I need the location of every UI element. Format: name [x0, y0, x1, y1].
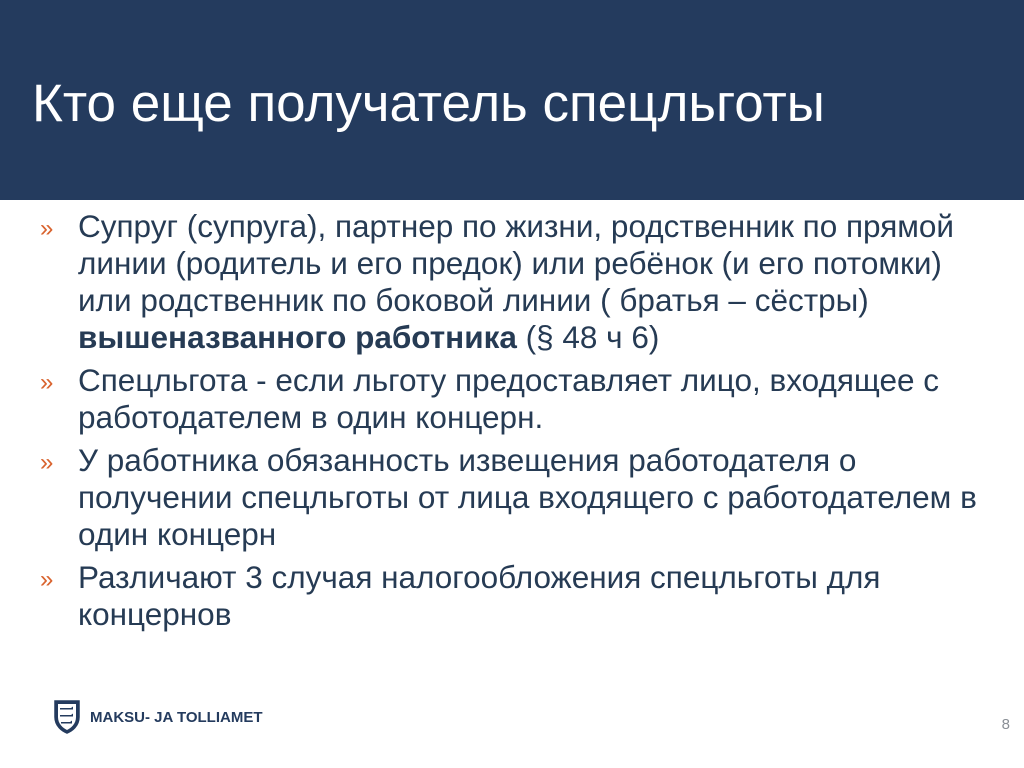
page-number: 8 [1001, 716, 1010, 733]
bullet-item-1 [40, 208, 990, 356]
bullet-marker: » [40, 369, 54, 396]
bullet-text-part: (§ 48 ч 6) [516, 319, 660, 355]
slide-title: Кто еще получатель спецльготы [32, 74, 825, 133]
bullet-text: Различают 3 случая налогообложения спецльготы для концернов [78, 559, 881, 632]
bullet-marker: » [40, 566, 54, 593]
title-bar [0, 0, 1024, 200]
bullet-item-3 [40, 442, 990, 553]
bullet-marker: » [40, 215, 54, 242]
bullet-item-2 [40, 362, 990, 436]
bullet-list [40, 208, 990, 639]
bullet-item-4 [40, 559, 990, 633]
logo-text: MAKSU- JA TOLLIAMET [90, 708, 263, 726]
bullet-text: Спецльгота - если льготу предоставляет лицо, входящее с работодателем в один концерн. [78, 362, 939, 435]
estonian-coat-of-arms-icon [52, 699, 82, 735]
bullet-text: У работника обязанность извещения работодателя о получении спецльготы от лица входящего с работодателем в один концерн [78, 442, 977, 552]
bullet-text-part: Супруг (супруга), партнер по жизни, родственник по прямой линии (родитель и его предок) или ребёнок (и его потомки) или родственник по боковой линии ( братья – сёстры) [78, 208, 955, 318]
bullet-text [78, 208, 990, 356]
footer-logo [52, 699, 263, 735]
bullet-text-bold: вышеназванного работника [78, 319, 517, 355]
bullet-marker: » [40, 449, 54, 476]
